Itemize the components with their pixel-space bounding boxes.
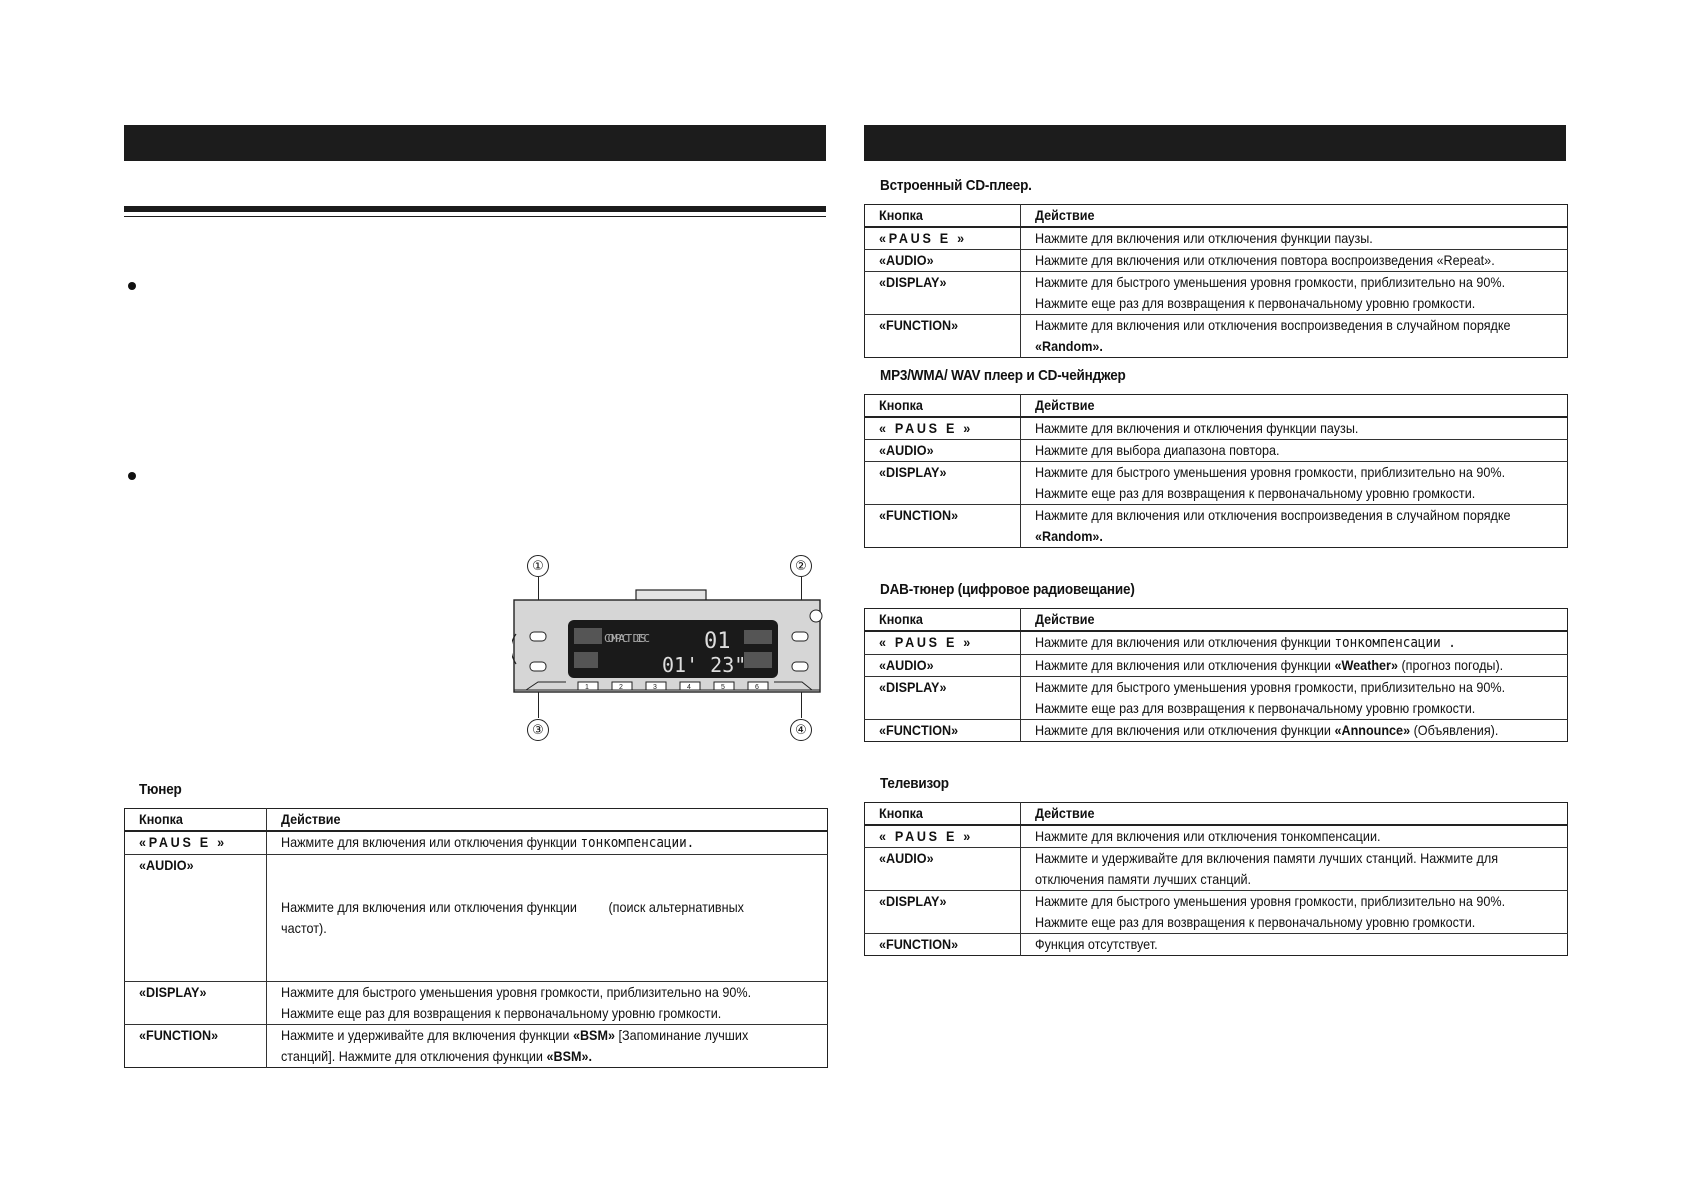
- button-name: «FUNCTION»: [879, 317, 959, 333]
- table-row: [865, 440, 1568, 462]
- table-row: [125, 855, 828, 982]
- action-text: Нажмите и удерживайте для включения памяти лучших станций. Нажмите для: [1035, 850, 1499, 866]
- action-text: Нажмите для выбора диапазона повтора.: [1035, 442, 1280, 458]
- side-button-3: [530, 662, 546, 671]
- side-button-2: [792, 632, 808, 641]
- cd-header-button: Кнопка: [865, 205, 1021, 228]
- action-text: Нажмите для включения или отключения повтора воспроизведения «Repeat».: [1035, 252, 1495, 268]
- table-row: [125, 982, 828, 1025]
- preset-label-3: 3: [653, 684, 657, 691]
- side-button-4: [792, 662, 808, 671]
- preset-label-2: 2: [619, 684, 623, 691]
- mp3-table: [864, 394, 1568, 548]
- mp3-header-action: Действие: [1021, 395, 1568, 418]
- action-text: Функция отсутствует.: [1035, 936, 1158, 952]
- table-row: [865, 677, 1568, 720]
- action-text: Нажмите для включения или отключения функции (поиск альтернативных: [281, 899, 744, 915]
- action-text: Нажмите для включения или отключения тонкомпенсации.: [1035, 828, 1381, 844]
- dab-header-button: Кнопка: [865, 609, 1021, 632]
- action-text: (Объявления).: [1410, 722, 1499, 738]
- lcd-icon-right-bottom: [744, 652, 772, 668]
- action-text: Нажмите для быстрого уменьшения уровня громкости, приблизительно на 90%.: [281, 984, 752, 1000]
- action-text: станций]. Нажмите для отключения функции: [281, 1048, 547, 1064]
- action-text: Нажмите и удерживайте для включения функции: [281, 1027, 573, 1043]
- table-row: [865, 227, 1568, 250]
- button-name: «FUNCTION»: [139, 1027, 219, 1043]
- side-button-1: [530, 632, 546, 641]
- button-name: «FUNCTION»: [879, 507, 959, 523]
- bullet-1: [128, 282, 136, 290]
- button-name: «DISPLAY»: [139, 984, 207, 1000]
- lcd-icon-right-top: [744, 630, 772, 644]
- action-text: Нажмите для включения или отключения функции: [281, 834, 581, 850]
- tuner-section-title: Тюнер: [139, 781, 182, 798]
- action-text: Нажмите еще раз для возвращения к первоначальному уровню громкости.: [1035, 485, 1476, 501]
- action-text: Нажмите еще раз для возвращения к первоначальному уровню громкости.: [1035, 914, 1476, 930]
- button-name: «DISPLAY»: [879, 893, 947, 909]
- table-row: [865, 934, 1568, 956]
- action-text-bold: «Random».: [1035, 338, 1103, 354]
- table-row: [125, 831, 828, 855]
- button-name: «AUDIO»: [139, 857, 194, 873]
- lcd-time: 01' 23": [662, 653, 747, 677]
- button-name: «DISPLAY»: [879, 274, 947, 290]
- action-text: Нажмите для включения или отключения функции: [1035, 722, 1335, 738]
- tuner-table: [124, 808, 828, 1068]
- table-row: [865, 891, 1568, 934]
- action-text-bold: «Announce»: [1334, 722, 1411, 738]
- preset-label-1: 1: [585, 684, 589, 691]
- action-text: отключения памяти лучших станций.: [1035, 871, 1252, 887]
- lcd-track-number: 01: [704, 629, 731, 654]
- table-row: [865, 631, 1568, 655]
- table-row: [865, 848, 1568, 891]
- table-row: [865, 417, 1568, 440]
- preset-label-4: 4: [687, 684, 691, 691]
- table-row: [865, 505, 1568, 548]
- action-text: Нажмите для быстрого уменьшения уровня громкости, приблизительно на 90%.: [1035, 679, 1506, 695]
- table-row: [865, 655, 1568, 677]
- button-name: «FUNCTION»: [879, 936, 959, 952]
- action-text-bold: «BSM»: [572, 1027, 615, 1043]
- action-text: [Запоминание лучших: [614, 1027, 749, 1043]
- table-row: [865, 720, 1568, 742]
- button-name: « PAUS E »: [879, 828, 973, 844]
- action-text: Нажмите для включения и отключения функции паузы.: [1035, 420, 1359, 436]
- table-row: [125, 1025, 828, 1068]
- lcd-icon-left-top: [574, 628, 602, 644]
- callout-2: ②: [790, 555, 812, 577]
- action-text: частот).: [281, 920, 327, 936]
- right-header-bar: [864, 125, 1566, 161]
- action-text: Нажмите для быстрого уменьшения уровня громкости, приблизительно на 90%.: [1035, 274, 1506, 290]
- dab-table: [864, 608, 1568, 742]
- action-text-mono: тонкомпенсации .: [1334, 635, 1456, 651]
- action-text: Нажмите для быстрого уменьшения уровня громкости, приблизительно на 90%.: [1035, 893, 1506, 909]
- dab-header-action: Действие: [1021, 609, 1568, 632]
- action-text-bold: «Random».: [1035, 528, 1103, 544]
- cd-section-title: Встроенный CD-плеер.: [880, 177, 1032, 194]
- action-text: Нажмите еще раз для возвращения к первоначальному уровню громкости.: [281, 1005, 722, 1021]
- lcd-icon-left-bottom: [574, 652, 598, 668]
- dab-section-title: DAB-тюнер (цифровое радиовещание): [880, 581, 1135, 598]
- section-rule-thick: [124, 206, 826, 212]
- action-text: Нажмите еще раз для возвращения к первоначальному уровню громкости.: [1035, 295, 1476, 311]
- tv-header-button: Кнопка: [865, 803, 1021, 826]
- eject-button: [810, 610, 822, 622]
- callout-4: ④: [790, 719, 812, 741]
- preset-label-5: 5: [721, 684, 725, 691]
- tv-header-action: Действие: [1021, 803, 1568, 826]
- action-text: Нажмите для включения или отключения воспроизведения в случайном порядке: [1035, 317, 1511, 333]
- mp3-header-button: Кнопка: [865, 395, 1021, 418]
- action-text: (прогноз погоды).: [1397, 657, 1504, 673]
- button-name: «PAUS E »: [879, 230, 967, 246]
- action-text-mono: тонкомпенсации.: [580, 835, 695, 851]
- button-name: «DISPLAY»: [879, 464, 947, 480]
- action-text: Нажмите для включения или отключения функции: [1035, 634, 1335, 650]
- action-text: Нажмите для включения или отключения функции: [1035, 657, 1335, 673]
- table-row: [865, 825, 1568, 848]
- tv-section-title: Телевизор: [880, 775, 949, 792]
- button-name: «FUNCTION»: [879, 722, 959, 738]
- cd-header-action: Действие: [1021, 205, 1568, 228]
- action-text: Нажмите для включения или отключения воспроизведения в случайном порядке: [1035, 507, 1511, 523]
- action-text: Нажмите еще раз для возвращения к первоначальному уровню громкости.: [1035, 700, 1476, 716]
- left-header-bar: [124, 125, 826, 161]
- callout-3: ③: [527, 719, 549, 741]
- action-text-bold: «Weather»: [1334, 657, 1398, 673]
- bullet-2: [128, 472, 136, 480]
- table-row: [865, 315, 1568, 358]
- callout-1: ①: [527, 555, 549, 577]
- button-name: «PAUS E »: [139, 834, 227, 850]
- button-name: «AUDIO»: [879, 850, 934, 866]
- mp3-section-title: MP3/WMA/ WAV плеер и CD-чейнджер: [880, 367, 1126, 384]
- action-text: Нажмите для быстрого уменьшения уровня громкости, приблизительно на 90%.: [1035, 464, 1506, 480]
- action-text: Нажмите для включения или отключения функции паузы.: [1035, 230, 1373, 246]
- tv-table: [864, 802, 1568, 956]
- action-text-bold: «BSM».: [546, 1048, 592, 1064]
- table-row: [865, 250, 1568, 272]
- button-name: «DISPLAY»: [879, 679, 947, 695]
- car-stereo-front-panel: [512, 586, 824, 708]
- preset-label-6: 6: [755, 684, 759, 691]
- button-name: «AUDIO»: [879, 657, 934, 673]
- lcd-disc-label: COMPACT DISC: [604, 632, 650, 645]
- tuner-header-action: Действие: [267, 809, 828, 832]
- table-row: [865, 272, 1568, 315]
- tuner-header-button: Кнопка: [125, 809, 267, 832]
- button-name: «AUDIO»: [879, 252, 934, 268]
- button-name: « PAUS E »: [879, 634, 973, 650]
- section-rule-thin: [124, 216, 826, 217]
- cd-table: [864, 204, 1568, 358]
- button-name: « PAUS E »: [879, 420, 973, 436]
- table-row: [865, 462, 1568, 505]
- button-name: «AUDIO»: [879, 442, 934, 458]
